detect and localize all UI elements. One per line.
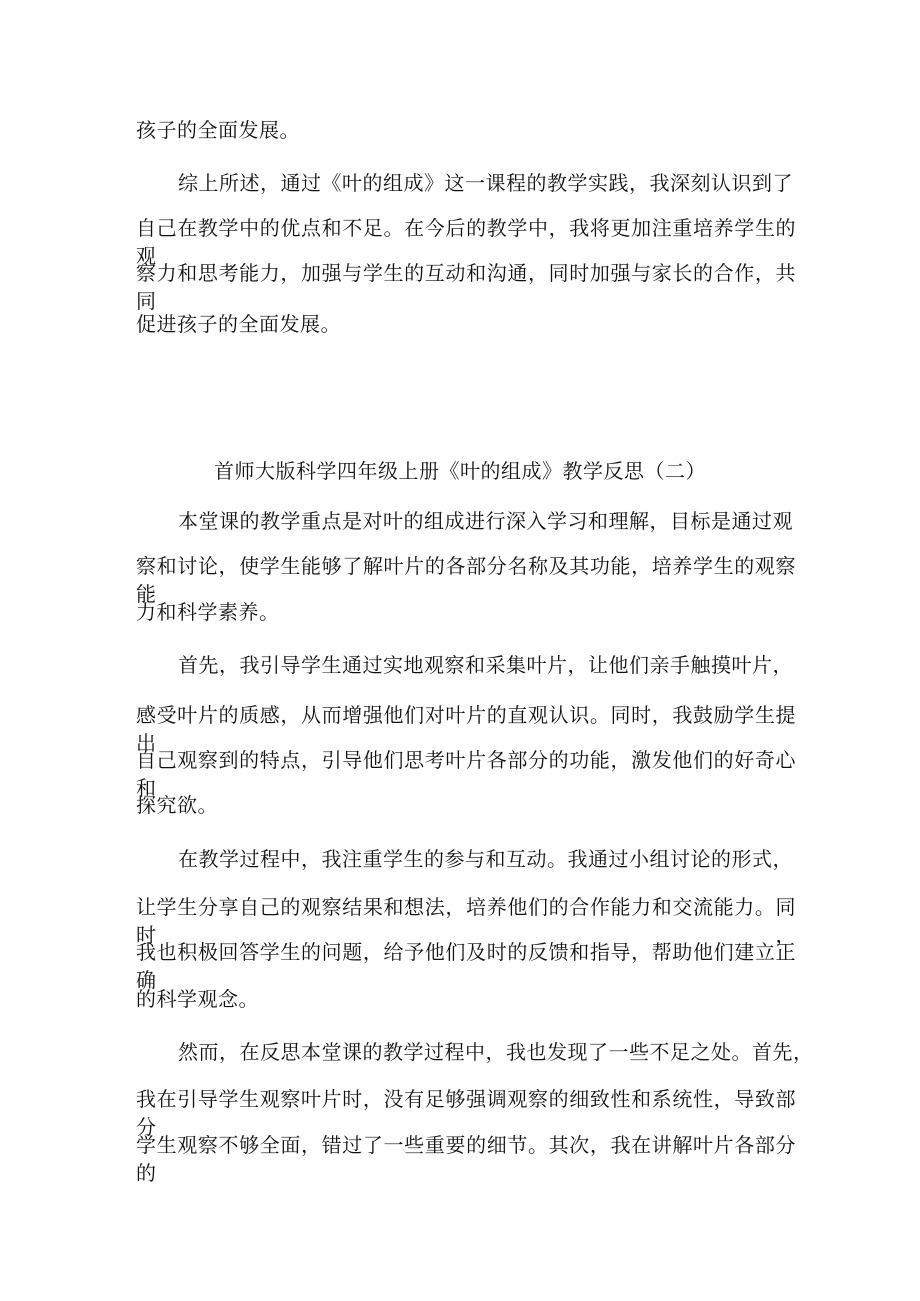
paragraph-line: 察和讨论，使学生能够了解叶片的各部分名称及其功能，培养学生的观察能 (136, 554, 796, 606)
paragraph-line: 让学生分享自己的观察结果和想法，培养他们的合作能力和交流能力。同时， (136, 895, 796, 947)
paragraph-line: 察力和思考能力，加强与学生的互动和沟通，同时加强与家长的合作，共同 (136, 261, 796, 313)
paragraph-line: 的科学观念。 (136, 987, 259, 1011)
paragraph-line: 本堂课的教学重点是对叶的组成进行深入学习和理解，目标是通过观 (178, 509, 793, 533)
paragraph-line: 促进孩子的全面发展。 (136, 312, 341, 336)
paragraph-line: 自己观察到的特点，引导他们思考叶片各部分的功能，激发他们的好奇心和 (136, 748, 796, 800)
paragraph-line: 我也积极回答学生的问题，给予他们及时的反馈和指导，帮助他们建立正确 (136, 940, 796, 992)
paragraph-line: 力和科学素养。 (136, 600, 280, 624)
paragraph-line: 综上所述，通过《叶的组成》这一课程的教学实践，我深刻认识到了 (178, 171, 793, 195)
paragraph-line: 孩子的全面发展。 (136, 118, 300, 142)
paragraph-line: 首先，我引导学生通过实地观察和采集叶片，让他们亲手触摸叶片， (178, 653, 793, 677)
section-title: 首师大版科学四年级上册《叶的组成》教学反思（二） (214, 459, 706, 483)
paragraph-line: 我在引导学生观察叶片时，没有足够强调观察的细致性和系统性，导致部分 (136, 1087, 796, 1139)
paragraph-line: 自己在教学中的优点和不足。在今后的教学中，我将更加注重培养学生的观 (136, 216, 796, 268)
paragraph-line: 学生观察不够全面，错过了一些重要的细节。其次，我在讲解叶片各部分的 (136, 1133, 796, 1185)
paragraph-line: 探究欲。 (136, 793, 218, 817)
paragraph-line: 然而，在反思本堂课的教学过程中，我也发现了一些不足之处。首先， (178, 1040, 814, 1064)
paragraph-line: 在教学过程中，我注重学生的参与和互动。我通过小组讨论的形式， (178, 847, 793, 871)
paragraph-line: 感受叶片的质感，从而增强他们对叶片的直观认识。同时，我鼓励学生提出 (136, 703, 796, 755)
